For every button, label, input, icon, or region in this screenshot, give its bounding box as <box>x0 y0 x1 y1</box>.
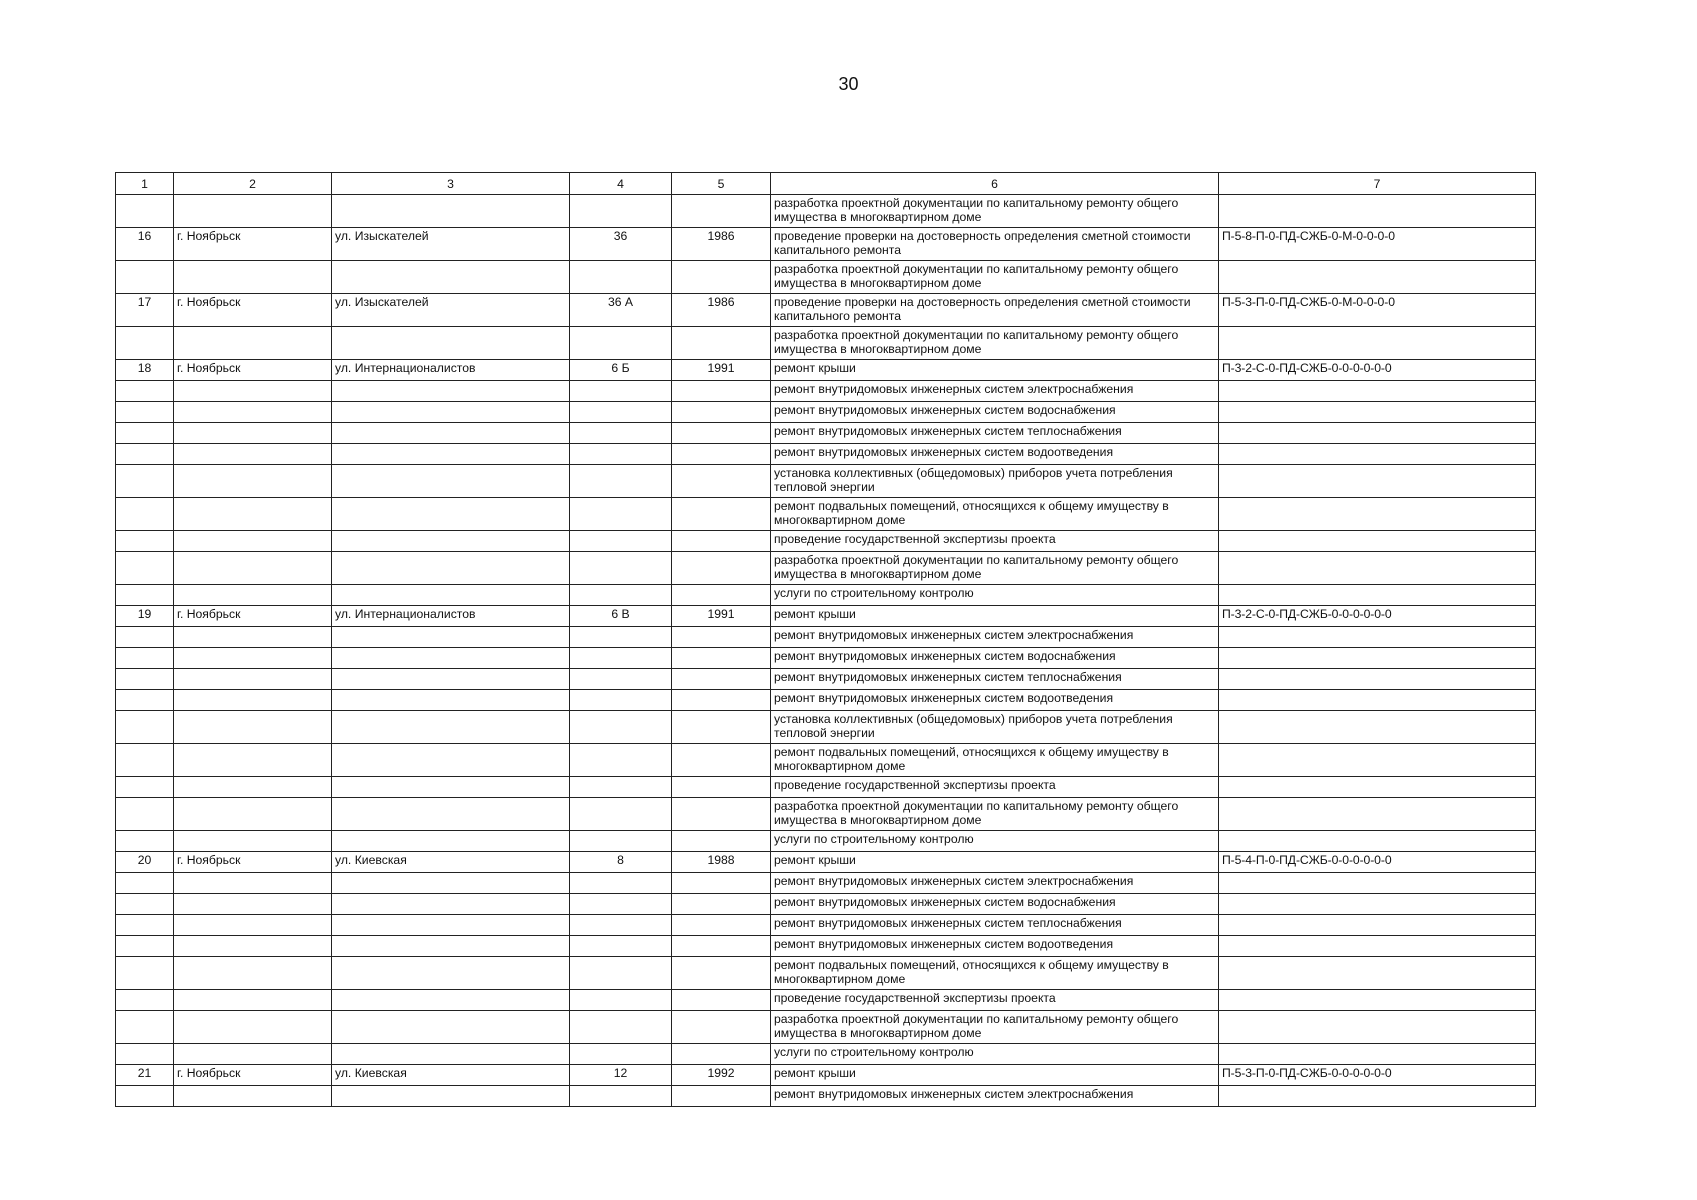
cell-street <box>332 585 570 606</box>
cell-work: проведение государственной экспертизы проекта <box>771 531 1219 552</box>
cell-house <box>570 1086 672 1107</box>
cell-city: г. Ноябрьск <box>174 852 332 873</box>
cell-number <box>116 552 174 585</box>
cell-city <box>174 957 332 990</box>
cell-year: 1988 <box>672 852 771 873</box>
cell-year <box>672 627 771 648</box>
cell-city <box>174 936 332 957</box>
cell-city <box>174 777 332 798</box>
cell-year <box>672 957 771 990</box>
cell-street <box>332 744 570 777</box>
table-row <box>116 798 1536 831</box>
cell-year <box>672 585 771 606</box>
cell-house <box>570 690 672 711</box>
cell-work: проведение проверки на достоверность определения сметной стоимости капитального ремонта <box>771 228 1219 261</box>
cell-number <box>116 798 174 831</box>
table-row <box>116 444 1536 465</box>
table-row <box>116 360 1536 381</box>
cell-code <box>1219 327 1536 360</box>
cell-house <box>570 195 672 228</box>
table-row <box>116 777 1536 798</box>
cell-work: ремонт крыши <box>771 1065 1219 1086</box>
cell-street <box>332 444 570 465</box>
table-row <box>116 648 1536 669</box>
cell-code <box>1219 261 1536 294</box>
cell-street <box>332 873 570 894</box>
cell-work: ремонт внутридомовых инженерных систем теплоснабжения <box>771 423 1219 444</box>
cell-house <box>570 990 672 1011</box>
cell-house <box>570 1044 672 1065</box>
cell-number <box>116 585 174 606</box>
cell-street <box>332 195 570 228</box>
cell-code <box>1219 1044 1536 1065</box>
cell-city <box>174 894 332 915</box>
cell-city <box>174 711 332 744</box>
header-cell: 5 <box>672 173 771 195</box>
cell-year <box>672 498 771 531</box>
cell-year <box>672 777 771 798</box>
cell-year <box>672 744 771 777</box>
cell-work: ремонт внутридомовых инженерных систем водоотведения <box>771 936 1219 957</box>
cell-city: г. Ноябрьск <box>174 360 332 381</box>
cell-year <box>672 669 771 690</box>
cell-house: 6 Б <box>570 360 672 381</box>
cell-work: проведение государственной экспертизы проекта <box>771 777 1219 798</box>
cell-work: ремонт внутридомовых инженерных систем водоснабжения <box>771 648 1219 669</box>
cell-city <box>174 798 332 831</box>
cell-house: 36 <box>570 228 672 261</box>
cell-number <box>116 690 174 711</box>
table-row <box>116 294 1536 327</box>
cell-street: ул. Изыскателей <box>332 228 570 261</box>
cell-street <box>332 1011 570 1044</box>
cell-house <box>570 498 672 531</box>
cell-year <box>672 798 771 831</box>
table-row <box>116 402 1536 423</box>
cell-city: г. Ноябрьск <box>174 294 332 327</box>
table-row <box>116 711 1536 744</box>
cell-city <box>174 552 332 585</box>
cell-year <box>672 711 771 744</box>
cell-code <box>1219 627 1536 648</box>
table-row <box>116 873 1536 894</box>
cell-house <box>570 402 672 423</box>
cell-city <box>174 990 332 1011</box>
cell-street <box>332 327 570 360</box>
cell-city <box>174 327 332 360</box>
cell-code <box>1219 1086 1536 1107</box>
cell-street <box>332 957 570 990</box>
cell-city <box>174 195 332 228</box>
cell-street <box>332 690 570 711</box>
cell-street <box>332 711 570 744</box>
cell-code <box>1219 585 1536 606</box>
cell-number: 20 <box>116 852 174 873</box>
cell-street <box>332 1044 570 1065</box>
cell-street <box>332 1086 570 1107</box>
table-row <box>116 327 1536 360</box>
cell-number <box>116 465 174 498</box>
cell-code <box>1219 195 1536 228</box>
cell-code: П-5-3-П-0-ПД-СЖБ-0-М-0-0-0-0 <box>1219 294 1536 327</box>
cell-house <box>570 777 672 798</box>
cell-number <box>116 744 174 777</box>
cell-number <box>116 444 174 465</box>
cell-year <box>672 327 771 360</box>
cell-work: проведение государственной экспертизы проекта <box>771 990 1219 1011</box>
table-row <box>116 465 1536 498</box>
cell-street <box>332 915 570 936</box>
cell-code <box>1219 498 1536 531</box>
header-cell: 6 <box>771 173 1219 195</box>
cell-code <box>1219 669 1536 690</box>
cell-number <box>116 498 174 531</box>
table-row <box>116 990 1536 1011</box>
table-row <box>116 1086 1536 1107</box>
cell-work: услуги по строительному контролю <box>771 831 1219 852</box>
cell-house: 12 <box>570 1065 672 1086</box>
cell-house <box>570 873 672 894</box>
cell-house <box>570 1011 672 1044</box>
cell-street <box>332 381 570 402</box>
cell-number <box>116 648 174 669</box>
cell-number <box>116 936 174 957</box>
cell-code <box>1219 552 1536 585</box>
cell-house <box>570 798 672 831</box>
table-row <box>116 195 1536 228</box>
cell-number <box>116 957 174 990</box>
cell-work: ремонт внутридомовых инженерных систем теплоснабжения <box>771 669 1219 690</box>
table-row <box>116 585 1536 606</box>
cell-work: ремонт внутридомовых инженерных систем электроснабжения <box>771 381 1219 402</box>
cell-street <box>332 531 570 552</box>
page-number: 30 <box>838 74 859 94</box>
cell-city <box>174 465 332 498</box>
cell-street: ул. Киевская <box>332 1065 570 1086</box>
cell-number: 21 <box>116 1065 174 1086</box>
cell-year <box>672 261 771 294</box>
cell-year <box>672 552 771 585</box>
table-row <box>116 744 1536 777</box>
table-row <box>116 957 1536 990</box>
cell-house <box>570 327 672 360</box>
table-row <box>116 627 1536 648</box>
cell-city <box>174 585 332 606</box>
cell-street <box>332 261 570 294</box>
cell-number <box>116 915 174 936</box>
cell-code <box>1219 444 1536 465</box>
header-cell: 3 <box>332 173 570 195</box>
cell-work: установка коллективных (общедомовых) приборов учета потребления тепловой энергии <box>771 711 1219 744</box>
cell-code <box>1219 873 1536 894</box>
table-row <box>116 1065 1536 1086</box>
cell-year <box>672 1086 771 1107</box>
cell-number <box>116 327 174 360</box>
cell-street: ул. Изыскателей <box>332 294 570 327</box>
cell-city <box>174 669 332 690</box>
cell-number <box>116 777 174 798</box>
cell-year <box>672 894 771 915</box>
cell-city: г. Ноябрьск <box>174 1065 332 1086</box>
cell-work: ремонт подвальных помещений, относящихся к общему имуществу в многоквартирном доме <box>771 957 1219 990</box>
cell-street <box>332 669 570 690</box>
cell-year <box>672 648 771 669</box>
cell-code <box>1219 831 1536 852</box>
cell-year <box>672 381 771 402</box>
table-row <box>116 261 1536 294</box>
cell-street <box>332 498 570 531</box>
cell-code <box>1219 798 1536 831</box>
cell-year <box>672 990 771 1011</box>
cell-code <box>1219 936 1536 957</box>
cell-work: ремонт внутридомовых инженерных систем водоотведения <box>771 444 1219 465</box>
cell-street <box>332 894 570 915</box>
cell-house <box>570 648 672 669</box>
cell-number: 19 <box>116 606 174 627</box>
cell-year <box>672 915 771 936</box>
table-row <box>116 936 1536 957</box>
cell-street: ул. Интернационалистов <box>332 360 570 381</box>
cell-house <box>570 531 672 552</box>
cell-year: 1986 <box>672 228 771 261</box>
cell-year <box>672 1044 771 1065</box>
cell-street <box>332 465 570 498</box>
cell-work: ремонт внутридомовых инженерных систем водоснабжения <box>771 894 1219 915</box>
cell-code <box>1219 381 1536 402</box>
cell-work: ремонт крыши <box>771 606 1219 627</box>
cell-number <box>116 711 174 744</box>
cell-house <box>570 627 672 648</box>
cell-work: разработка проектной документации по капитальному ремонту общего имущества в многоквартирном доме <box>771 261 1219 294</box>
cell-number <box>116 873 174 894</box>
cell-street <box>332 777 570 798</box>
cell-code <box>1219 990 1536 1011</box>
cell-street <box>332 798 570 831</box>
cell-house: 36 А <box>570 294 672 327</box>
table-row <box>116 228 1536 261</box>
cell-city <box>174 627 332 648</box>
cell-city <box>174 261 332 294</box>
cell-city <box>174 831 332 852</box>
table-row <box>116 423 1536 444</box>
cell-number <box>116 1011 174 1044</box>
cell-year: 1991 <box>672 606 771 627</box>
cell-work: ремонт подвальных помещений, относящихся к общему имуществу в многоквартирном доме <box>771 498 1219 531</box>
cell-code <box>1219 531 1536 552</box>
cell-year <box>672 831 771 852</box>
cell-number: 16 <box>116 228 174 261</box>
cell-work: разработка проектной документации по капитальному ремонту общего имущества в многоквартирном доме <box>771 327 1219 360</box>
cell-code: П-5-8-П-0-ПД-СЖБ-0-М-0-0-0-0 <box>1219 228 1536 261</box>
cell-house <box>570 894 672 915</box>
table-row <box>116 1011 1536 1044</box>
cell-year: 1986 <box>672 294 771 327</box>
cell-city <box>174 444 332 465</box>
cell-house <box>570 552 672 585</box>
cell-code: П-3-2-С-0-ПД-СЖБ-0-0-0-0-0-0 <box>1219 606 1536 627</box>
cell-year: 1991 <box>672 360 771 381</box>
header-cell: 1 <box>116 173 174 195</box>
cell-number <box>116 627 174 648</box>
table-row <box>116 690 1536 711</box>
cell-street <box>332 552 570 585</box>
cell-number <box>116 1086 174 1107</box>
cell-code <box>1219 1011 1536 1044</box>
header-cell: 7 <box>1219 173 1536 195</box>
cell-house <box>570 744 672 777</box>
cell-work: разработка проектной документации по капитальному ремонту общего имущества в многоквартирном доме <box>771 195 1219 228</box>
cell-house: 8 <box>570 852 672 873</box>
cell-code <box>1219 744 1536 777</box>
cell-city <box>174 1011 332 1044</box>
cell-number: 17 <box>116 294 174 327</box>
cell-house <box>570 381 672 402</box>
cell-work: разработка проектной документации по капитальному ремонту общего имущества в многоквартирном доме <box>771 552 1219 585</box>
cell-year <box>672 873 771 894</box>
cell-house <box>570 261 672 294</box>
cell-number <box>116 531 174 552</box>
cell-street <box>332 990 570 1011</box>
cell-work: услуги по строительному контролю <box>771 1044 1219 1065</box>
cell-city <box>174 648 332 669</box>
cell-house <box>570 711 672 744</box>
cell-year <box>672 444 771 465</box>
cell-city <box>174 402 332 423</box>
table-row <box>116 552 1536 585</box>
cell-work: установка коллективных (общедомовых) приборов учета потребления тепловой энергии <box>771 465 1219 498</box>
cell-city <box>174 498 332 531</box>
header-row <box>116 173 1536 195</box>
cell-code: П-5-3-П-0-ПД-СЖБ-0-0-0-0-0-0 <box>1219 1065 1536 1086</box>
cell-house: 6 В <box>570 606 672 627</box>
cell-house <box>570 669 672 690</box>
table-row <box>116 381 1536 402</box>
table-row <box>116 1044 1536 1065</box>
table-row <box>116 894 1536 915</box>
cell-work: ремонт внутридомовых инженерных систем водоснабжения <box>771 402 1219 423</box>
cell-work: ремонт внутридомовых инженерных систем водоотведения <box>771 690 1219 711</box>
cell-house <box>570 444 672 465</box>
cell-city <box>174 873 332 894</box>
cell-number <box>116 261 174 294</box>
cell-year: 1992 <box>672 1065 771 1086</box>
cell-house <box>570 423 672 444</box>
cell-house <box>570 465 672 498</box>
table-row <box>116 915 1536 936</box>
cell-code <box>1219 711 1536 744</box>
table-row <box>116 531 1536 552</box>
table-row <box>116 498 1536 531</box>
cell-house <box>570 957 672 990</box>
table-body <box>116 195 1536 1107</box>
cell-work: разработка проектной документации по капитальному ремонту общего имущества в многоквартирном доме <box>771 1011 1219 1044</box>
cell-number <box>116 990 174 1011</box>
cell-city <box>174 690 332 711</box>
table-row <box>116 831 1536 852</box>
cell-code <box>1219 423 1536 444</box>
cell-work: ремонт подвальных помещений, относящихся к общему имуществу в многоквартирном доме <box>771 744 1219 777</box>
cell-number <box>116 195 174 228</box>
cell-street: ул. Киевская <box>332 852 570 873</box>
cell-year <box>672 1011 771 1044</box>
cell-code <box>1219 894 1536 915</box>
cell-year <box>672 531 771 552</box>
cell-number <box>116 402 174 423</box>
cell-work: услуги по строительному контролю <box>771 585 1219 606</box>
cell-street <box>332 423 570 444</box>
cell-city <box>174 531 332 552</box>
cell-city <box>174 744 332 777</box>
cell-work: ремонт крыши <box>771 852 1219 873</box>
cell-city <box>174 381 332 402</box>
cell-number <box>116 831 174 852</box>
cell-street <box>332 936 570 957</box>
cell-work: ремонт крыши <box>771 360 1219 381</box>
cell-code: П-3-2-С-0-ПД-СЖБ-0-0-0-0-0-0 <box>1219 360 1536 381</box>
cell-street: ул. Интернационалистов <box>332 606 570 627</box>
cell-number <box>116 669 174 690</box>
table-row <box>116 852 1536 873</box>
cell-house <box>570 936 672 957</box>
cell-work: ремонт внутридомовых инженерных систем электроснабжения <box>771 873 1219 894</box>
cell-code <box>1219 690 1536 711</box>
cell-work: ремонт внутридомовых инженерных систем теплоснабжения <box>771 915 1219 936</box>
cell-year <box>672 423 771 444</box>
cell-code: П-5-4-П-0-ПД-СЖБ-0-0-0-0-0-0 <box>1219 852 1536 873</box>
cell-year <box>672 690 771 711</box>
header-cell: 4 <box>570 173 672 195</box>
cell-year <box>672 195 771 228</box>
cell-number <box>116 423 174 444</box>
cell-city <box>174 1086 332 1107</box>
cell-year <box>672 402 771 423</box>
cell-house <box>570 915 672 936</box>
cell-work: ремонт внутридомовых инженерных систем электроснабжения <box>771 627 1219 648</box>
capital-repair-table <box>115 172 1536 1107</box>
cell-code <box>1219 777 1536 798</box>
cell-city <box>174 915 332 936</box>
cell-house <box>570 585 672 606</box>
cell-number <box>116 381 174 402</box>
cell-house <box>570 831 672 852</box>
cell-work: ремонт внутридомовых инженерных систем электроснабжения <box>771 1086 1219 1107</box>
table-row <box>116 669 1536 690</box>
header-cell: 2 <box>174 173 332 195</box>
cell-street <box>332 831 570 852</box>
cell-code <box>1219 957 1536 990</box>
cell-code <box>1219 915 1536 936</box>
cell-number <box>116 1044 174 1065</box>
cell-street <box>332 402 570 423</box>
cell-number <box>116 894 174 915</box>
cell-city: г. Ноябрьск <box>174 228 332 261</box>
table-row <box>116 606 1536 627</box>
cell-street <box>332 627 570 648</box>
cell-code <box>1219 648 1536 669</box>
cell-code <box>1219 402 1536 423</box>
cell-street <box>332 648 570 669</box>
cell-city <box>174 1044 332 1065</box>
cell-number: 18 <box>116 360 174 381</box>
cell-city <box>174 423 332 444</box>
cell-year <box>672 465 771 498</box>
cell-work: проведение проверки на достоверность определения сметной стоимости капитального ремонта <box>771 294 1219 327</box>
cell-work: разработка проектной документации по капитальному ремонту общего имущества в многоквартирном доме <box>771 798 1219 831</box>
cell-year <box>672 936 771 957</box>
cell-city: г. Ноябрьск <box>174 606 332 627</box>
cell-code <box>1219 465 1536 498</box>
